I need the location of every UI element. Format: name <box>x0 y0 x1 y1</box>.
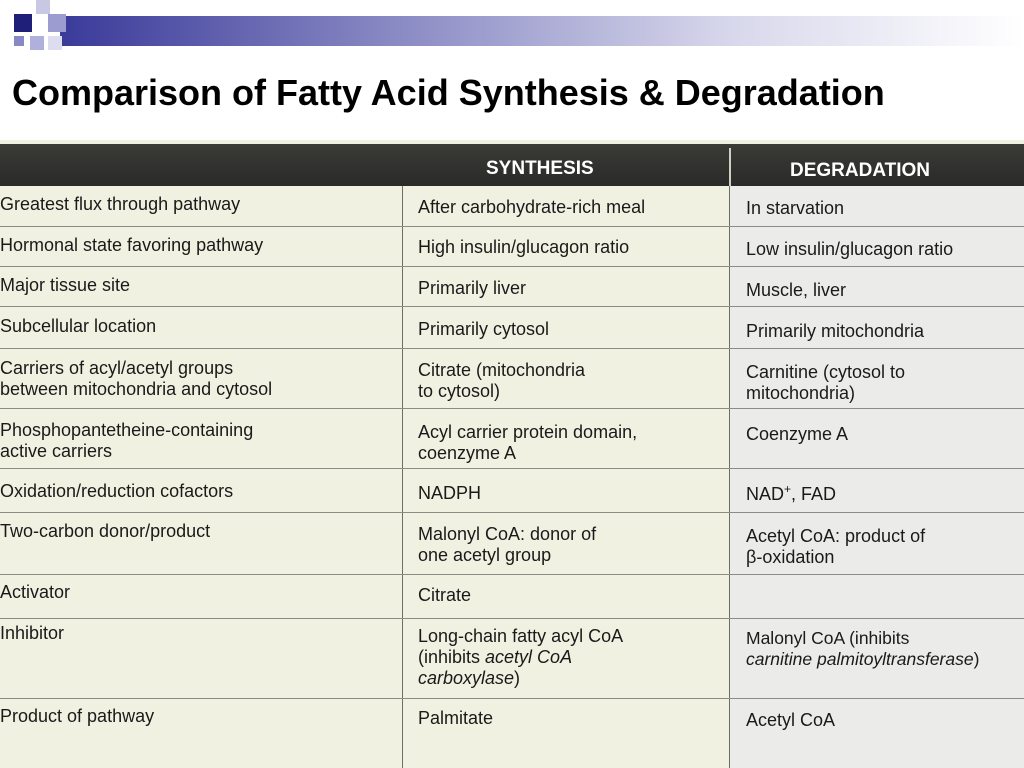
row-divider <box>0 408 1024 409</box>
row-divider <box>0 698 1024 699</box>
decor-square <box>14 14 32 32</box>
degradation-cell: Low insulin/glucagon ratio <box>746 239 954 259</box>
degradation-cell <box>746 628 1024 670</box>
synthesis-cell: Citrate (mitochondria to cytosol) <box>418 360 586 401</box>
header-degradation: DEGRADATION <box>790 160 931 181</box>
degradation-cell: Carnitine (cytosol to mitochondria) <box>746 362 906 403</box>
row-label: Activator <box>0 582 71 602</box>
decor-square <box>36 0 50 14</box>
synthesis-cell <box>418 626 724 689</box>
synthesis-cell: After carbohydrate-rich meal <box>418 197 646 217</box>
column-divider <box>729 186 730 768</box>
degradation-cell: Primarily mitochondria <box>746 321 925 341</box>
enzyme-name: carnitine palmitoyltransferase <box>746 649 974 669</box>
decorative-header-band <box>0 0 1024 60</box>
slide-title: Comparison of Fatty Acid Synthesis & Degradation <box>12 72 885 113</box>
inhibitor-text: Malonyl CoA (inhibits <box>746 628 910 648</box>
superscript-plus: + <box>784 482 792 496</box>
row-label: Carriers of acyl/acetyl groups between mitochondria and cytosol <box>0 358 273 399</box>
inhibitor-text: Long-chain fatty acyl CoA (inhibits <box>418 626 624 667</box>
synthesis-cell: Citrate <box>418 585 472 605</box>
gradient-bar <box>60 16 1024 46</box>
decor-square <box>48 36 62 50</box>
degradation-cell: Acetyl CoA <box>746 710 836 730</box>
row-label: Oxidation/reduction cofactors <box>0 481 234 501</box>
row-label: Two-carbon donor/product <box>0 521 211 541</box>
synthesis-cell: Malonyl CoA: donor of one acetyl group <box>418 524 597 565</box>
row-label: Product of pathway <box>0 706 155 726</box>
comparison-table <box>0 140 1024 768</box>
synthesis-cell: NADPH <box>418 483 482 503</box>
degradation-cell <box>746 484 1024 505</box>
header-divider <box>729 148 731 186</box>
row-label: Subcellular location <box>0 316 157 336</box>
degradation-cell: Acetyl CoA: product of β-oxidation <box>746 526 926 567</box>
synthesis-cell: High insulin/glucagon ratio <box>418 237 630 257</box>
row-label: Inhibitor <box>0 623 65 643</box>
decor-square <box>30 36 44 50</box>
inhibitor-suffix: ) <box>514 668 521 688</box>
cofactor-fad: , FAD <box>791 484 837 504</box>
synthesis-cell: Primarily cytosol <box>418 319 550 339</box>
degradation-cell: Coenzyme A <box>746 424 849 444</box>
column-divider <box>402 186 403 768</box>
synthesis-cell: Palmitate <box>418 708 494 728</box>
row-divider <box>0 468 1024 469</box>
row-label: Greatest flux through pathway <box>0 194 241 214</box>
degradation-cell: In starvation <box>746 198 845 218</box>
header-synthesis: SYNTHESIS <box>486 158 594 179</box>
decor-square <box>14 36 24 46</box>
row-label: Hormonal state favoring pathway <box>0 235 264 255</box>
row-divider <box>0 574 1024 575</box>
cofactor-nad: NAD <box>746 484 785 504</box>
enzyme-name: acetyl CoA carboxylase <box>418 647 573 688</box>
row-divider <box>0 266 1024 267</box>
degradation-cell: Muscle, liver <box>746 280 847 300</box>
row-divider <box>0 348 1024 349</box>
row-divider <box>0 512 1024 513</box>
row-divider <box>0 306 1024 307</box>
synthesis-cell: Acyl carrier protein domain, coenzyme A <box>418 422 638 463</box>
row-divider <box>0 618 1024 619</box>
row-label: Major tissue site <box>0 275 131 295</box>
row-label: Phosphopantetheine-containing active carriers <box>0 420 254 461</box>
synthesis-cell: Primarily liver <box>418 278 526 298</box>
degradation-column-shade <box>730 186 1024 768</box>
decor-square <box>48 14 66 32</box>
row-divider <box>0 226 1024 227</box>
inhibitor-suffix: ) <box>973 649 980 669</box>
